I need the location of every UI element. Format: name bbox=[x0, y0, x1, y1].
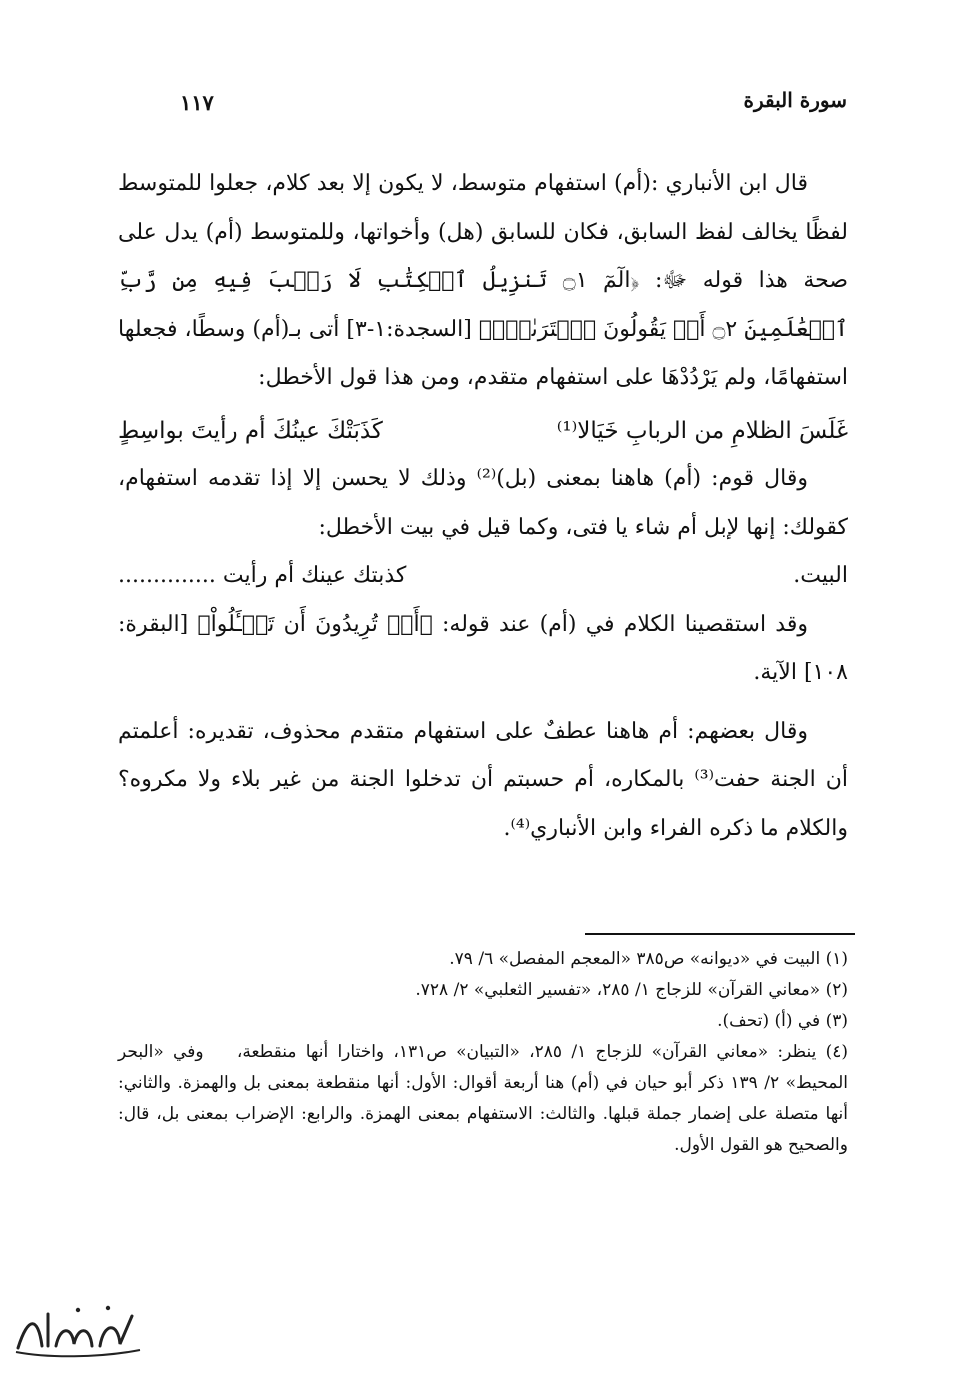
footnote-4 bbox=[118, 1037, 848, 1161]
elided-verse-first: كذبتك عينك أم رأيت .............. bbox=[118, 563, 407, 588]
footnote-4-first-line: (٤) ينظر: «معاني القرآن» للزجاج ١/ ٢٨٥، «التبيان» ص١٣١، واختارا أنها منقطعة، bbox=[236, 1042, 849, 1062]
publisher-logo-icon bbox=[8, 1296, 148, 1366]
logo-underline bbox=[16, 1350, 140, 1356]
footnote-3: (٣) في (أ) (تحف). bbox=[717, 1011, 848, 1031]
verse-first-hemistich: كَذَبَتْكَ عينُكَ أم رأيتَ بواسِطٍ bbox=[118, 417, 383, 444]
main-text bbox=[118, 160, 848, 853]
poetry-verse bbox=[118, 407, 848, 456]
footnote-1: (١) البيت في «ديوانه» ص٣٨٥ «المعجم المفصل» ٦/ ٧٩. bbox=[449, 949, 848, 969]
logo-calligraphy-strokes bbox=[18, 1314, 132, 1348]
paragraph-omitted-question: وقال بعضهم: أم هاهنا عطفٌ على استفهام متقدم محذوف، تقديره: أعلمتم أن الجنة حفت⁽³⁾ بالمكاره، أم حسبتم أن تدخلوا الجنة من غير بلاء ولا مكروه؟ والكلام ما ذكره الفراء وابن الأنباري⁽⁴⁾. bbox=[118, 718, 848, 841]
footnote-4-continuation: وفي «البحر المحيط» ٢/ ١٣٩ ذكر أبو حيان في (أم) هنا أربعة أقوال: الأول: أنها منقطعة بمعنى بل والهمزة. والثاني: أنها متصلة على إضمار جملة قبلها. والثالث: الاستفهام بمعنى الهمزة. والرابع: الإضراب بمعنى بل، قال: والصحيح هو القول الأول. bbox=[118, 1042, 848, 1155]
logo-dot bbox=[76, 1308, 80, 1312]
footnote-divider bbox=[585, 933, 855, 935]
footnotes bbox=[118, 944, 848, 1161]
verse-second-hemistich: غَلَسَ الظلامِ من الربابِ خَيَالا⁽¹⁾ bbox=[556, 417, 848, 444]
paragraph-cross-reference: وقد استقصينا الكلام في (أم) عند قوله: ﴿أَمۡ تُرِيدُونَ أَن تَسۡـَٔلُواْ﴾ [البقرة: ١٠٨] الآية. bbox=[118, 611, 848, 685]
page-number: ١١٧ bbox=[180, 90, 214, 115]
elided-verse bbox=[118, 552, 848, 601]
paragraph-ibn-al-anbari: قال ابن الأنباري :(أم) استفهام متوسط، لا يكون إلا بعد كلام، جعلوا للمتوسط لفظًا يخالف لفظ السابق، فكان للسابق (هل) وأخواتها، وللمتوسط (أم) يدل على صحة هذا قوله ﷻ: ﴿الٓمٓ ۝١ تَنزِيلُ ٱلۡكِتَٰبِ لَا رَيۡبَ فِيهِ مِن رَّبِّ ٱلۡعَٰلَمِينَ ۝٢ أَمۡ يَقُولُونَ ٱفۡتَرَىٰهُۚ﴾ [السجدة:١-٣] أتى بـ(أم) وسطًا، فجعلها استفهامًا، ولم يَرْدُدْهَا على استفهام متقدم، ومن هذا قول الأخطل: bbox=[118, 171, 849, 390]
logo-dot bbox=[106, 1306, 110, 1310]
elided-verse-second: البيت. bbox=[793, 563, 848, 588]
footnote-2: (٢) «معاني القرآن» للزجاج ١/ ٢٨٥، «تفسير الثعلبي» ٢/ ٧٢٨. bbox=[415, 980, 848, 1000]
publisher-logo-icon bbox=[8, 1296, 148, 1366]
paragraph-bal-meaning: وقال قوم: (أم) هاهنا بمعنى (بل)⁽²⁾ وذلك لا يحسن إلا إذا تقدمه استفهام، كقولك: إنها لإبل أم شاء يا فتى، وكما قيل في بيت الأخطل: bbox=[118, 466, 848, 540]
surah-title: سورة البقرة bbox=[743, 88, 847, 112]
